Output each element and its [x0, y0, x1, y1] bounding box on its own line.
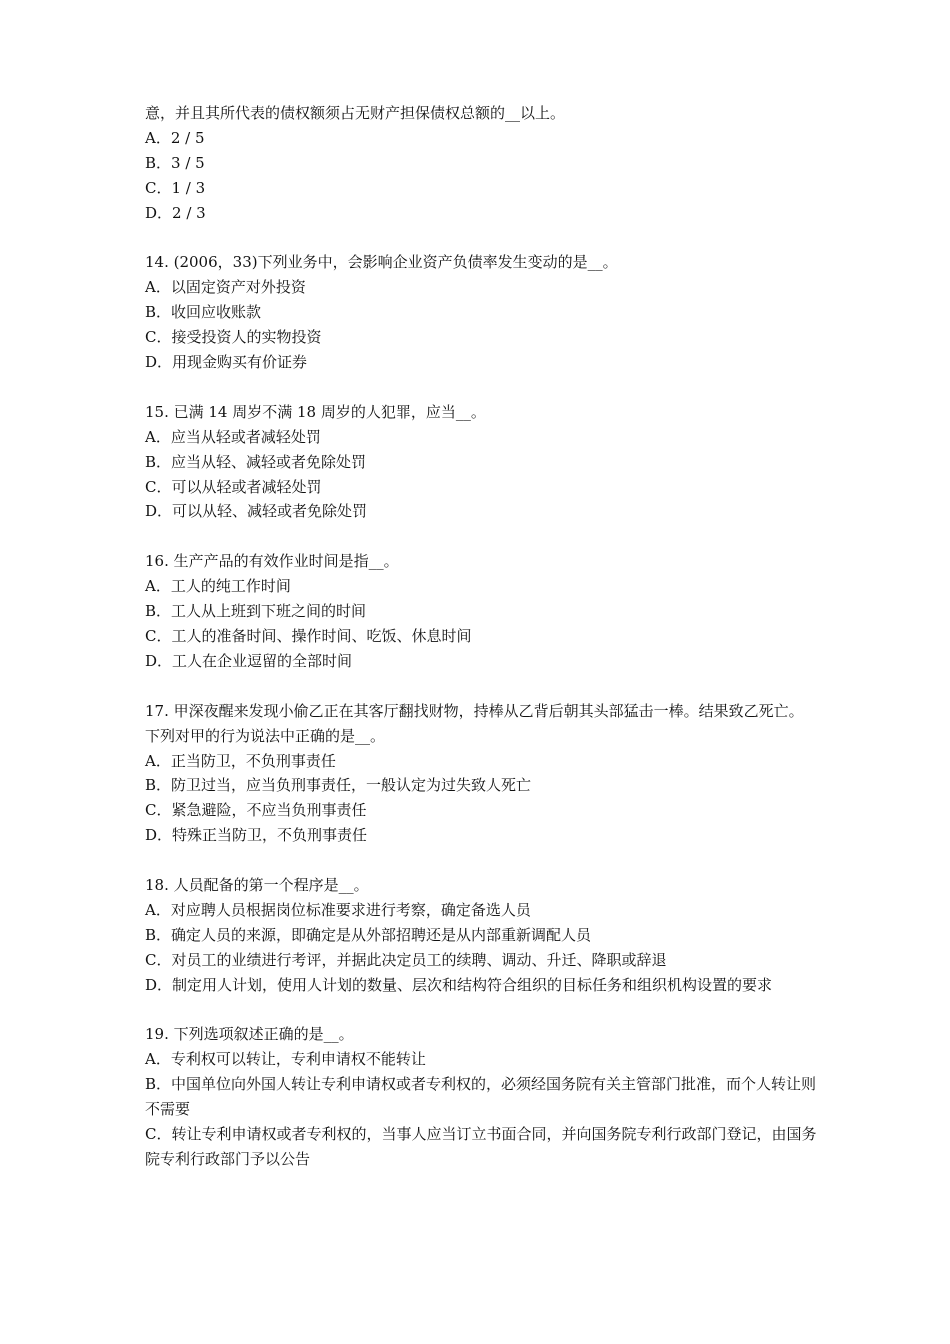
option-a: A．正当防卫，不负刑事责任 [145, 751, 336, 770]
document-page [145, 101, 817, 1172]
option-c: C．1 / 3 [145, 178, 206, 197]
option-d: D．2 / 3 [145, 203, 206, 222]
question-stem: 16. 生产产品的有效作业时间是指__。 [145, 552, 399, 571]
spacer [145, 848, 817, 873]
question-stem: 17. 甲深夜醒来发现小偷乙正在其客厅翻找财物，持棒从乙背后朝其头部猛击一棒。结果致乙死亡。下列对甲的行为说法中正确的是__。 [145, 701, 804, 745]
option-b: B．3 / 5 [145, 153, 205, 172]
option-c: C．工人的准备时间、操作时间、吃饭、休息时间 [145, 626, 472, 645]
option-b: B．收回应收账款 [145, 303, 262, 322]
option-c: C．可以从轻或者减轻处罚 [145, 477, 322, 496]
question-18 [145, 873, 817, 998]
option-a: A．2 / 5 [145, 128, 205, 147]
question-stem: 18. 人员配备的第一个程序是__。 [145, 876, 369, 895]
option-b: B．应当从轻、减轻或者免除处罚 [145, 452, 367, 471]
question-stem: 15. 已满 14 周岁不满 18 周岁的人犯罪，应当__。 [145, 402, 486, 421]
spacer [145, 226, 817, 251]
option-c: C．紧急避险，不应当负刑事责任 [145, 801, 367, 820]
option-d: D．特殊正当防卫，不负刑事责任 [145, 826, 368, 845]
option-d: D．用现金购买有价证券 [145, 353, 308, 372]
question-15 [145, 400, 817, 525]
question-13-fragment [145, 101, 817, 226]
option-b: B．确定人员的来源，即确定是从外部招聘还是从内部重新调配人员 [145, 925, 592, 944]
question-19 [145, 1022, 817, 1171]
spacer [145, 375, 817, 400]
option-c: C．转让专利申请权或者专利权的，当事人应当订立书面合同，并向国务院专利行政部门登记，由国务院专利行政部门予以公告 [145, 1125, 817, 1168]
option-b: B．防卫过当，应当负刑事责任，一般认定为过失致人死亡 [145, 776, 532, 795]
option-a: A．以固定资产对外投资 [145, 278, 306, 297]
spacer [145, 524, 817, 549]
question-stem: 14. (2006，33)下列业务中，会影响企业资产负债率发生变动的是__。 [145, 253, 618, 272]
option-c: C．接受投资人的实物投资 [145, 328, 322, 347]
question-stem: 意，并且其所代表的债权额须占无财产担保债权总额的__以上。 [145, 104, 566, 122]
question-stem: 19. 下列选项叙述正确的是__。 [145, 1025, 354, 1044]
option-a: A．应当从轻或者减轻处罚 [145, 427, 321, 446]
option-a: A．对应聘人员根据岗位标准要求进行考察，确定备选人员 [145, 900, 531, 919]
option-d: D．工人在企业逗留的全部时间 [145, 651, 353, 670]
option-a: A．工人的纯工作时间 [145, 577, 291, 596]
option-d: D．制定用人计划，使用人计划的数量、层次和结构符合组织的目标任务和组织机构设置的要求 [145, 975, 773, 994]
question-14 [145, 250, 817, 375]
option-b: B．中国单位向外国人转让专利申请权或者专利权的，必须经国务院有关主管部门批准，而个人转让则不需要 [145, 1075, 817, 1119]
spacer [145, 998, 817, 1023]
spacer [145, 674, 817, 699]
option-a: A．专利权可以转让，专利申请权不能转让 [145, 1050, 426, 1069]
question-16 [145, 549, 817, 674]
question-17 [145, 699, 817, 848]
option-b: B．工人从上班到下班之间的时间 [145, 602, 367, 621]
option-d: D．可以从轻、减轻或者免除处罚 [145, 502, 368, 521]
option-c: C．对员工的业绩进行考评，并据此决定员工的续聘、调动、升迁、降职或辞退 [145, 950, 667, 969]
